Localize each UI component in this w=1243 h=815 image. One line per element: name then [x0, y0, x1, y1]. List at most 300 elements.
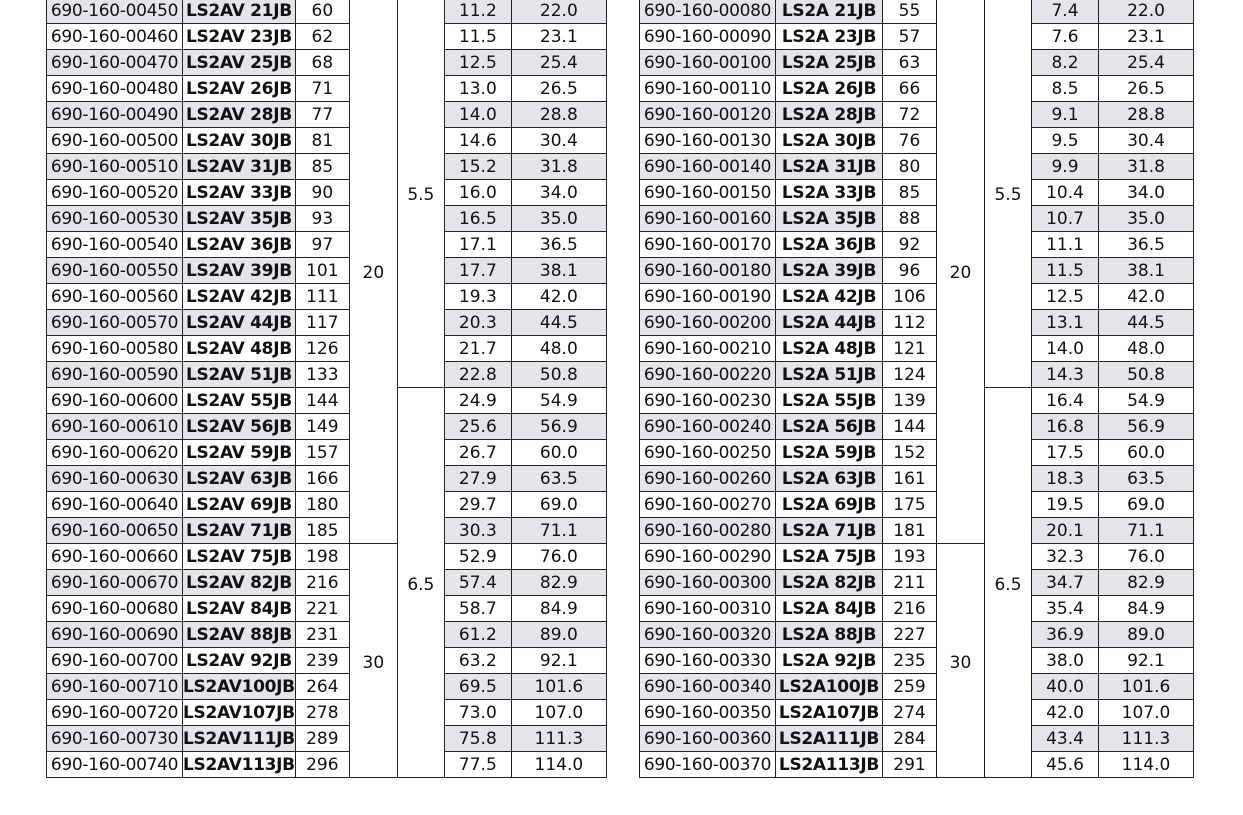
value-cell: 211 — [883, 570, 937, 596]
value-cell: 57.4 — [444, 570, 511, 596]
model-cell: LS2A 75JB — [776, 544, 883, 570]
value-cell: 34.0 — [1099, 180, 1194, 206]
value-cell: 106 — [883, 284, 937, 310]
part-number-cell: 690-160-00290 — [640, 544, 776, 570]
value-cell: 22.0 — [1099, 0, 1194, 24]
part-number-cell: 690-160-00520 — [47, 180, 183, 206]
part-number-cell: 690-160-00110 — [640, 76, 776, 102]
value-cell: 28.8 — [1099, 102, 1194, 128]
value-cell: 72 — [883, 102, 937, 128]
merged-group-a-cell: 20 — [937, 0, 985, 544]
value-cell: 126 — [295, 336, 349, 362]
value-cell: 61.2 — [444, 622, 511, 648]
value-cell: 19.5 — [1032, 492, 1099, 518]
value-cell: 227 — [883, 622, 937, 648]
value-cell: 16.8 — [1032, 414, 1099, 440]
value-cell: 157 — [295, 440, 349, 466]
table-row — [640, 128, 1194, 154]
part-number-cell: 690-160-00500 — [47, 128, 183, 154]
value-cell: 107.0 — [511, 700, 606, 726]
value-cell: 48.0 — [511, 336, 606, 362]
value-cell: 60.0 — [1099, 440, 1194, 466]
value-cell: 17.7 — [444, 258, 511, 284]
model-cell: LS2AV 48JB — [183, 336, 296, 362]
merged-group-b-cell: 5.5 — [985, 0, 1032, 388]
part-number-cell: 690-160-00490 — [47, 102, 183, 128]
table-row — [47, 648, 607, 674]
table-row — [640, 362, 1194, 388]
model-cell: LS2A 88JB — [776, 622, 883, 648]
value-cell: 28.8 — [511, 102, 606, 128]
value-cell: 90 — [295, 180, 349, 206]
value-cell: 93 — [295, 206, 349, 232]
part-number-cell: 690-160-00330 — [640, 648, 776, 674]
model-cell: LS2A 51JB — [776, 362, 883, 388]
model-cell: LS2AV111JB — [183, 726, 296, 752]
table-row — [640, 544, 1194, 570]
value-cell: 296 — [295, 752, 349, 778]
model-cell: LS2AV 69JB — [183, 492, 296, 518]
model-cell: LS2A 42JB — [776, 284, 883, 310]
table-row — [640, 466, 1194, 492]
value-cell: 35.0 — [511, 206, 606, 232]
model-cell: LS2AV 82JB — [183, 570, 296, 596]
value-cell: 69.0 — [1099, 492, 1194, 518]
model-cell: LS2AV 56JB — [183, 414, 296, 440]
table-row — [47, 466, 607, 492]
table-row — [47, 50, 607, 76]
model-cell: LS2A 30JB — [776, 128, 883, 154]
value-cell: 11.1 — [1032, 232, 1099, 258]
value-cell: 29.7 — [444, 492, 511, 518]
value-cell: 42.0 — [511, 284, 606, 310]
value-cell: 101 — [295, 258, 349, 284]
value-cell: 11.5 — [444, 24, 511, 50]
part-number-cell: 690-160-00260 — [640, 466, 776, 492]
value-cell: 57 — [883, 24, 937, 50]
value-cell: 73.0 — [444, 700, 511, 726]
model-cell: LS2A 25JB — [776, 50, 883, 76]
model-cell: LS2AV 55JB — [183, 388, 296, 414]
part-number-cell: 690-160-00690 — [47, 622, 183, 648]
value-cell: 89.0 — [511, 622, 606, 648]
value-cell: 54.9 — [1099, 388, 1194, 414]
value-cell: 17.1 — [444, 232, 511, 258]
value-cell: 60.0 — [511, 440, 606, 466]
table-row — [640, 24, 1194, 50]
value-cell: 31.8 — [1099, 154, 1194, 180]
value-cell: 30.4 — [1099, 128, 1194, 154]
value-cell: 81 — [295, 128, 349, 154]
table-row — [47, 440, 607, 466]
value-cell: 84.9 — [511, 596, 606, 622]
table-row — [47, 674, 607, 700]
table-row — [640, 518, 1194, 544]
table-row — [47, 414, 607, 440]
value-cell: 17.5 — [1032, 440, 1099, 466]
part-number-cell: 690-160-00590 — [47, 362, 183, 388]
value-cell: 35.4 — [1032, 596, 1099, 622]
value-cell: 144 — [883, 414, 937, 440]
right-spec-table — [639, 0, 1194, 778]
model-cell: LS2AV 33JB — [183, 180, 296, 206]
model-cell: LS2AV 63JB — [183, 466, 296, 492]
value-cell: 36.9 — [1032, 622, 1099, 648]
part-number-cell: 690-160-00160 — [640, 206, 776, 232]
model-cell: LS2AV107JB — [183, 700, 296, 726]
part-number-cell: 690-160-00100 — [640, 50, 776, 76]
table-row — [47, 76, 607, 102]
part-number-cell: 690-160-00610 — [47, 414, 183, 440]
table-row — [640, 258, 1194, 284]
value-cell: 284 — [883, 726, 937, 752]
value-cell: 35.0 — [1099, 206, 1194, 232]
part-number-cell: 690-160-00140 — [640, 154, 776, 180]
value-cell: 185 — [295, 518, 349, 544]
table-row — [640, 0, 1194, 24]
value-cell: 71.1 — [1099, 518, 1194, 544]
table-row — [47, 102, 607, 128]
model-cell: LS2A 69JB — [776, 492, 883, 518]
part-number-cell: 690-160-00120 — [640, 102, 776, 128]
part-number-cell: 690-160-00360 — [640, 726, 776, 752]
part-number-cell: 690-160-00350 — [640, 700, 776, 726]
table-row — [47, 362, 607, 388]
table-row — [47, 336, 607, 362]
table-row — [640, 596, 1194, 622]
value-cell: 23.1 — [1099, 24, 1194, 50]
value-cell: 111 — [295, 284, 349, 310]
value-cell: 50.8 — [511, 362, 606, 388]
part-number-cell: 690-160-00670 — [47, 570, 183, 596]
table-row — [47, 726, 607, 752]
value-cell: 14.3 — [1032, 362, 1099, 388]
value-cell: 7.4 — [1032, 0, 1099, 24]
value-cell: 40.0 — [1032, 674, 1099, 700]
value-cell: 76.0 — [511, 544, 606, 570]
model-cell: LS2AV 35JB — [183, 206, 296, 232]
value-cell: 111.3 — [1099, 726, 1194, 752]
part-number-cell: 690-160-00250 — [640, 440, 776, 466]
model-cell: LS2A 71JB — [776, 518, 883, 544]
model-cell: LS2A 28JB — [776, 102, 883, 128]
part-number-cell: 690-160-00220 — [640, 362, 776, 388]
value-cell: 20.1 — [1032, 518, 1099, 544]
value-cell: 27.9 — [444, 466, 511, 492]
value-cell: 111.3 — [511, 726, 606, 752]
merged-group-a-cell: 30 — [937, 544, 985, 778]
part-number-cell: 690-160-00230 — [640, 388, 776, 414]
value-cell: 19.3 — [444, 284, 511, 310]
table-row — [47, 700, 607, 726]
part-number-cell: 690-160-00570 — [47, 310, 183, 336]
value-cell: 96 — [883, 258, 937, 284]
table-row — [47, 232, 607, 258]
value-cell: 76 — [883, 128, 937, 154]
table-row — [47, 206, 607, 232]
part-number-cell: 690-160-00180 — [640, 258, 776, 284]
value-cell: 26.5 — [511, 76, 606, 102]
value-cell: 10.4 — [1032, 180, 1099, 206]
value-cell: 80 — [883, 154, 937, 180]
part-number-cell: 690-160-00200 — [640, 310, 776, 336]
value-cell: 180 — [295, 492, 349, 518]
value-cell: 42.0 — [1032, 700, 1099, 726]
value-cell: 85 — [883, 180, 937, 206]
value-cell: 36.5 — [1099, 232, 1194, 258]
part-number-cell: 690-160-00450 — [47, 0, 183, 24]
table-row — [640, 388, 1194, 414]
model-cell: LS2AV 21JB — [183, 0, 296, 24]
table-row — [47, 388, 607, 414]
model-cell: LS2AV 28JB — [183, 102, 296, 128]
model-cell: LS2AV 36JB — [183, 232, 296, 258]
value-cell: 25.4 — [511, 50, 606, 76]
model-cell: LS2A 48JB — [776, 336, 883, 362]
part-number-cell: 690-160-00470 — [47, 50, 183, 76]
value-cell: 20.3 — [444, 310, 511, 336]
part-number-cell: 690-160-00300 — [640, 570, 776, 596]
table-row — [47, 284, 607, 310]
model-cell: LS2AV 75JB — [183, 544, 296, 570]
model-cell: LS2A 44JB — [776, 310, 883, 336]
value-cell: 235 — [883, 648, 937, 674]
value-cell: 133 — [295, 362, 349, 388]
value-cell: 68 — [295, 50, 349, 76]
value-cell: 75.8 — [444, 726, 511, 752]
value-cell: 101.6 — [1099, 674, 1194, 700]
table-row — [47, 518, 607, 544]
table-row — [640, 440, 1194, 466]
value-cell: 85 — [295, 154, 349, 180]
value-cell: 44.5 — [511, 310, 606, 336]
part-number-cell: 690-160-00270 — [640, 492, 776, 518]
part-number-cell: 690-160-00370 — [640, 752, 776, 778]
value-cell: 56.9 — [1099, 414, 1194, 440]
value-cell: 231 — [295, 622, 349, 648]
value-cell: 71.1 — [511, 518, 606, 544]
value-cell: 24.9 — [444, 388, 511, 414]
table-row — [47, 544, 607, 570]
model-cell: LS2A 82JB — [776, 570, 883, 596]
table-row — [47, 0, 607, 24]
part-number-cell: 690-160-00680 — [47, 596, 183, 622]
value-cell: 38.0 — [1032, 648, 1099, 674]
value-cell: 82.9 — [511, 570, 606, 596]
merged-group-b-cell: 5.5 — [397, 0, 444, 388]
value-cell: 66 — [883, 76, 937, 102]
table-row — [640, 232, 1194, 258]
value-cell: 63 — [883, 50, 937, 76]
model-cell: LS2AV113JB — [183, 752, 296, 778]
table-row — [640, 310, 1194, 336]
value-cell: 52.9 — [444, 544, 511, 570]
merged-group-b-cell: 6.5 — [985, 388, 1032, 778]
value-cell: 291 — [883, 752, 937, 778]
value-cell: 144 — [295, 388, 349, 414]
model-cell: LS2A113JB — [776, 752, 883, 778]
model-cell: LS2A111JB — [776, 726, 883, 752]
value-cell: 124 — [883, 362, 937, 388]
value-cell: 259 — [883, 674, 937, 700]
model-cell: LS2A107JB — [776, 700, 883, 726]
value-cell: 77.5 — [444, 752, 511, 778]
merged-group-b-cell: 6.5 — [397, 388, 444, 778]
value-cell: 193 — [883, 544, 937, 570]
part-number-cell: 690-160-00530 — [47, 206, 183, 232]
value-cell: 30.3 — [444, 518, 511, 544]
table-row — [47, 154, 607, 180]
value-cell: 45.6 — [1032, 752, 1099, 778]
value-cell: 9.5 — [1032, 128, 1099, 154]
part-number-cell: 690-160-00480 — [47, 76, 183, 102]
value-cell: 289 — [295, 726, 349, 752]
part-number-cell: 690-160-00170 — [640, 232, 776, 258]
value-cell: 92 — [883, 232, 937, 258]
model-cell: LS2A 84JB — [776, 596, 883, 622]
value-cell: 221 — [295, 596, 349, 622]
value-cell: 54.9 — [511, 388, 606, 414]
value-cell: 31.8 — [511, 154, 606, 180]
value-cell: 107.0 — [1099, 700, 1194, 726]
model-cell: LS2AV 26JB — [183, 76, 296, 102]
value-cell: 92.1 — [511, 648, 606, 674]
value-cell: 15.2 — [444, 154, 511, 180]
value-cell: 63.2 — [444, 648, 511, 674]
model-cell: LS2AV 30JB — [183, 128, 296, 154]
model-cell: LS2A 56JB — [776, 414, 883, 440]
value-cell: 198 — [295, 544, 349, 570]
table-row — [640, 492, 1194, 518]
value-cell: 23.1 — [511, 24, 606, 50]
model-cell: LS2AV 59JB — [183, 440, 296, 466]
part-number-cell: 690-160-00190 — [640, 284, 776, 310]
value-cell: 62 — [295, 24, 349, 50]
model-cell: LS2AV 92JB — [183, 648, 296, 674]
value-cell: 101.6 — [511, 674, 606, 700]
part-number-cell: 690-160-00280 — [640, 518, 776, 544]
model-cell: LS2A 21JB — [776, 0, 883, 24]
value-cell: 76.0 — [1099, 544, 1194, 570]
value-cell: 11.5 — [1032, 258, 1099, 284]
value-cell: 14.0 — [1032, 336, 1099, 362]
part-number-cell: 690-160-00540 — [47, 232, 183, 258]
value-cell: 30.4 — [511, 128, 606, 154]
part-number-cell: 690-160-00510 — [47, 154, 183, 180]
value-cell: 69.5 — [444, 674, 511, 700]
value-cell: 25.4 — [1099, 50, 1194, 76]
model-cell: LS2A 26JB — [776, 76, 883, 102]
value-cell: 77 — [295, 102, 349, 128]
value-cell: 18.3 — [1032, 466, 1099, 492]
value-cell: 139 — [883, 388, 937, 414]
table-row — [640, 414, 1194, 440]
part-number-cell: 690-160-00150 — [640, 180, 776, 206]
value-cell: 21.7 — [444, 336, 511, 362]
value-cell: 9.9 — [1032, 154, 1099, 180]
value-cell: 84.9 — [1099, 596, 1194, 622]
table-row — [640, 622, 1194, 648]
value-cell: 12.5 — [1032, 284, 1099, 310]
table-row — [640, 752, 1194, 778]
value-cell: 278 — [295, 700, 349, 726]
value-cell: 181 — [883, 518, 937, 544]
part-number-cell: 690-160-00090 — [640, 24, 776, 50]
value-cell: 43.4 — [1032, 726, 1099, 752]
part-number-cell: 690-160-00210 — [640, 336, 776, 362]
model-cell: LS2AV 42JB — [183, 284, 296, 310]
merged-group-a-cell: 30 — [349, 544, 397, 778]
part-number-cell: 690-160-00700 — [47, 648, 183, 674]
model-cell: LS2AV 39JB — [183, 258, 296, 284]
table-row — [640, 284, 1194, 310]
table-row — [640, 674, 1194, 700]
value-cell: 161 — [883, 466, 937, 492]
value-cell: 56.9 — [511, 414, 606, 440]
table-row — [47, 310, 607, 336]
value-cell: 97 — [295, 232, 349, 258]
part-number-cell: 690-160-00720 — [47, 700, 183, 726]
table-row — [640, 570, 1194, 596]
part-number-cell: 690-160-00130 — [640, 128, 776, 154]
value-cell: 14.6 — [444, 128, 511, 154]
value-cell: 34.7 — [1032, 570, 1099, 596]
value-cell: 149 — [295, 414, 349, 440]
value-cell: 13.0 — [444, 76, 511, 102]
model-cell: LS2AV 25JB — [183, 50, 296, 76]
part-number-cell: 690-160-00600 — [47, 388, 183, 414]
part-number-cell: 690-160-00080 — [640, 0, 776, 24]
value-cell: 7.6 — [1032, 24, 1099, 50]
value-cell: 114.0 — [511, 752, 606, 778]
value-cell: 216 — [295, 570, 349, 596]
value-cell: 25.6 — [444, 414, 511, 440]
table-row — [640, 206, 1194, 232]
table-row — [47, 752, 607, 778]
part-number-cell: 690-160-00240 — [640, 414, 776, 440]
model-cell: LS2A 39JB — [776, 258, 883, 284]
table-row — [47, 258, 607, 284]
value-cell: 16.0 — [444, 180, 511, 206]
value-cell: 22.8 — [444, 362, 511, 388]
model-cell: LS2A 33JB — [776, 180, 883, 206]
part-number-cell: 690-160-00560 — [47, 284, 183, 310]
value-cell: 63.5 — [1099, 466, 1194, 492]
part-number-cell: 690-160-00710 — [47, 674, 183, 700]
model-cell: LS2A100JB — [776, 674, 883, 700]
value-cell: 216 — [883, 596, 937, 622]
value-cell: 89.0 — [1099, 622, 1194, 648]
value-cell: 34.0 — [511, 180, 606, 206]
value-cell: 60 — [295, 0, 349, 24]
value-cell: 166 — [295, 466, 349, 492]
merged-group-a-cell: 20 — [349, 0, 397, 544]
model-cell: LS2AV100JB — [183, 674, 296, 700]
model-cell: LS2A 63JB — [776, 466, 883, 492]
part-number-cell: 690-160-00620 — [47, 440, 183, 466]
table-row — [47, 622, 607, 648]
value-cell: 44.5 — [1099, 310, 1194, 336]
model-cell: LS2A 59JB — [776, 440, 883, 466]
model-cell: LS2AV 88JB — [183, 622, 296, 648]
value-cell: 22.0 — [511, 0, 606, 24]
value-cell: 16.5 — [444, 206, 511, 232]
part-number-cell: 690-160-00640 — [47, 492, 183, 518]
part-number-cell: 690-160-00730 — [47, 726, 183, 752]
value-cell: 38.1 — [1099, 258, 1194, 284]
value-cell: 8.5 — [1032, 76, 1099, 102]
table-row — [47, 180, 607, 206]
